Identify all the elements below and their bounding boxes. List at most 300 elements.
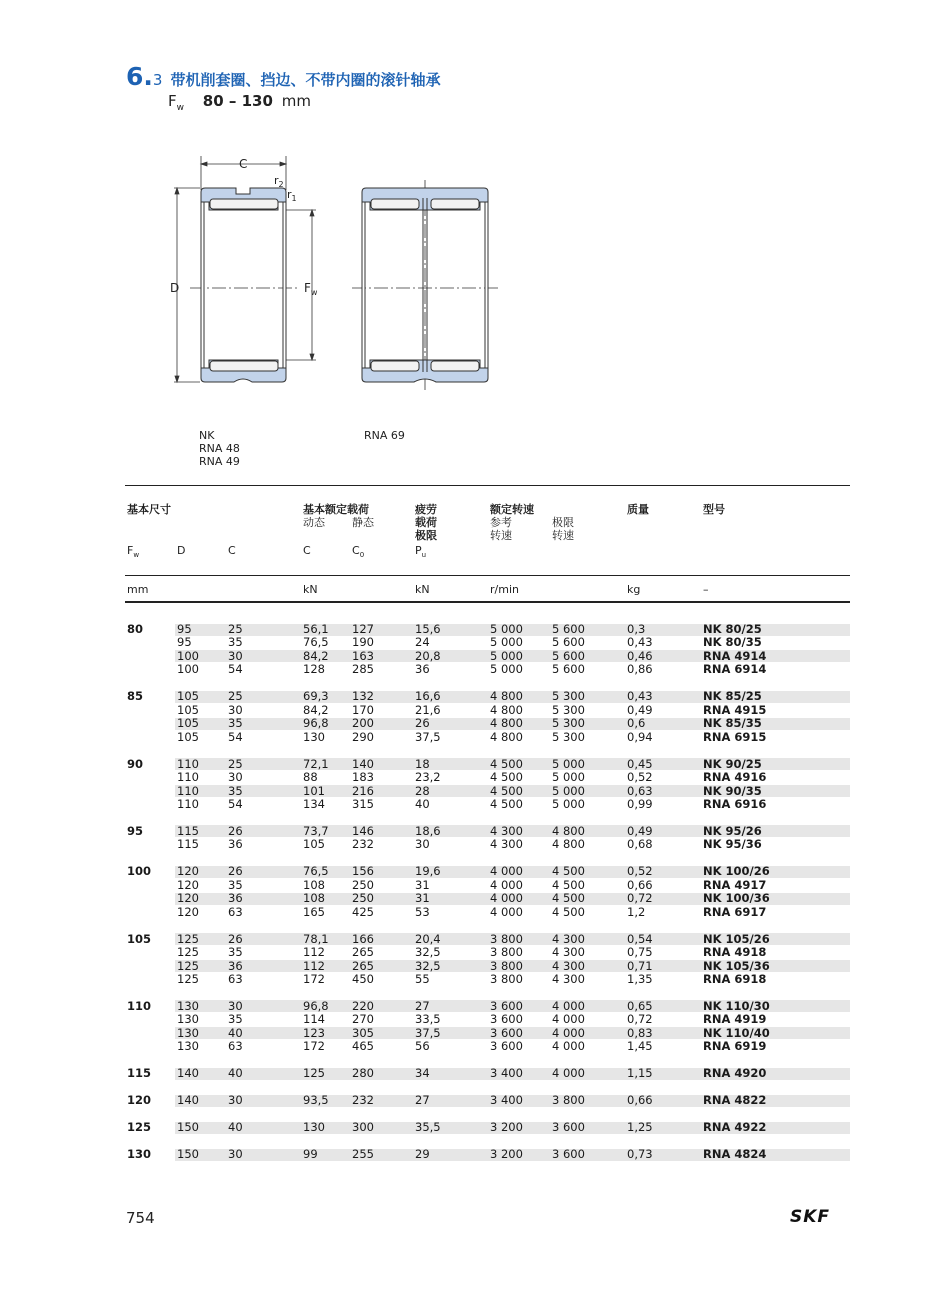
dynamic-load-cell: 112 [303, 958, 325, 973]
c-cell: 26 [228, 864, 243, 879]
c-cell: 54 [228, 729, 243, 744]
designation-cell: NK 100/26 [703, 864, 770, 879]
d-cell: 130 [177, 1039, 199, 1054]
limiting-speed-cell: 4 000 [552, 998, 585, 1013]
unit-rpm: r/min [490, 583, 519, 596]
limiting-speed-cell: 5 300 [552, 702, 585, 717]
c-cell: 63 [228, 971, 243, 986]
reference-speed-cell: 3 800 [490, 945, 523, 960]
designation-cell: RNA 4918 [703, 945, 767, 960]
caption-line: RNA 48 [199, 442, 240, 455]
label-r2: $r_2$ [274, 174, 284, 189]
c-cell: 25 [228, 756, 243, 771]
group-bore-diameter: 125 [127, 1120, 152, 1135]
bearing-cross-section-drawing [160, 150, 520, 400]
fatigue-load-cell: 37,5 [415, 1025, 441, 1040]
static-load-cell: 425 [352, 904, 374, 919]
limiting-speed-cell: 5 600 [552, 648, 585, 663]
dynamic-load-cell: 134 [303, 796, 325, 811]
static-load-cell: 465 [352, 1039, 374, 1054]
limiting-speed-cell: 5 600 [552, 622, 585, 636]
unit-kn-fatigue: kN [415, 583, 430, 596]
group-bore-diameter: 95 [127, 823, 144, 838]
static-load-cell: 280 [352, 1066, 374, 1081]
mass-cell: 0,71 [627, 958, 653, 973]
static-load-cell: 146 [352, 823, 374, 838]
limiting-speed-cell: 4 500 [552, 904, 585, 919]
d-cell: 130 [177, 1025, 199, 1040]
designation-cell: NK 80/35 [703, 635, 762, 650]
c-cell: 63 [228, 1039, 243, 1054]
static-load-cell: 166 [352, 931, 374, 946]
limiting-speed-cell: 4 300 [552, 945, 585, 960]
caption-left [199, 429, 240, 468]
dynamic-load-cell: 78,1 [303, 931, 329, 946]
reference-speed-cell: 4 500 [490, 783, 523, 798]
c-cell: 25 [228, 689, 243, 704]
limiting-speed-cell: 4 800 [552, 823, 585, 838]
fatigue-load-cell: 21,6 [415, 702, 441, 717]
designation-cell: RNA 6915 [703, 729, 767, 744]
group-bore-diameter: 110 [127, 998, 152, 1013]
designation-cell: RNA 4919 [703, 1012, 767, 1027]
mass-cell: 0,94 [627, 729, 653, 744]
designation-cell: RNA 6914 [703, 662, 767, 677]
fatigue-load-cell: 23,2 [415, 770, 441, 785]
limiting-speed-cell: 5 000 [552, 756, 585, 771]
reference-speed-cell: 3 200 [490, 1120, 523, 1135]
limiting-speed-cell: 4 500 [552, 864, 585, 879]
static-load-cell: 270 [352, 1012, 374, 1027]
static-load-cell: 265 [352, 958, 374, 973]
c-cell: 25 [228, 622, 243, 636]
static-load-cell: 232 [352, 837, 374, 852]
reference-speed-cell: 4 500 [490, 796, 523, 811]
group-bore-diameter: 130 [127, 1147, 152, 1162]
fatigue-load-cell: 18 [415, 756, 430, 771]
mass-cell: 0,66 [627, 877, 653, 892]
label-d: D [170, 281, 180, 295]
limiting-speed-cell: 5 000 [552, 770, 585, 785]
dynamic-load-cell: 108 [303, 891, 325, 906]
mass-cell: 0,72 [627, 891, 653, 906]
d-cell: 105 [177, 689, 199, 704]
static-load-cell: 140 [352, 756, 374, 771]
fatigue-load-cell: 55 [415, 971, 430, 986]
header-dynamic: 动态 [303, 516, 325, 529]
d-cell: 120 [177, 877, 199, 892]
limiting-speed-cell: 5 600 [552, 662, 585, 677]
range-value: 80 – 130 [202, 92, 273, 110]
group-bore-diameter: 120 [127, 1093, 152, 1108]
designation-cell: RNA 6917 [703, 904, 767, 919]
c-cell: 35 [228, 783, 243, 798]
limiting-speed-cell: 4 000 [552, 1012, 585, 1027]
header-lim-1: 极限 [552, 516, 574, 529]
static-load-cell: 300 [352, 1120, 374, 1135]
unit-designation: – [703, 583, 709, 596]
reference-speed-cell: 4 000 [490, 891, 523, 906]
header-load-ratings: 基本额定载荷 [303, 503, 369, 516]
symbol-fw: $F_w$ [127, 544, 140, 560]
nk-bearing-section [201, 188, 286, 382]
static-load-cell: 285 [352, 662, 374, 677]
static-load-cell: 190 [352, 635, 374, 650]
fatigue-load-cell: 15,6 [415, 622, 441, 636]
mass-cell: 0,49 [627, 823, 653, 838]
limiting-speed-cell: 4 000 [552, 1025, 585, 1040]
limiting-speed-cell: 3 800 [552, 1093, 585, 1108]
fatigue-load-cell: 31 [415, 891, 430, 906]
c-cell: 26 [228, 931, 243, 946]
reference-speed-cell: 4 300 [490, 823, 523, 838]
group-bore-diameter: 115 [127, 1066, 152, 1081]
reference-speed-cell: 3 600 [490, 1039, 523, 1054]
designation-cell: NK 105/36 [703, 958, 770, 973]
fatigue-load-cell: 36 [415, 662, 430, 677]
reference-speed-cell: 3 800 [490, 931, 523, 946]
reference-speed-cell: 3 400 [490, 1093, 523, 1108]
reference-speed-cell: 5 000 [490, 662, 523, 677]
c-cell: 40 [228, 1120, 243, 1135]
dynamic-load-cell: 99 [303, 1147, 318, 1162]
header-fatigue-2: 载荷 [415, 516, 437, 529]
dynamic-load-cell: 84,2 [303, 648, 329, 663]
static-load-cell: 156 [352, 864, 374, 879]
static-load-cell: 220 [352, 998, 374, 1013]
reference-speed-cell: 5 000 [490, 648, 523, 663]
fatigue-load-cell: 16,6 [415, 689, 441, 704]
dynamic-load-cell: 73,7 [303, 823, 329, 838]
mass-cell: 0,43 [627, 635, 653, 650]
designation-cell: NK 110/30 [703, 998, 770, 1013]
mass-cell: 0,52 [627, 864, 653, 879]
d-cell: 125 [177, 958, 199, 973]
symbol-c-dynamic: C [303, 544, 311, 557]
header-speed: 额定转速 [490, 503, 534, 516]
static-load-cell: 315 [352, 796, 374, 811]
c-cell: 36 [228, 891, 243, 906]
page-number: 754 [126, 1209, 155, 1227]
unit-kn-load: kN [303, 583, 318, 596]
static-load-cell: 163 [352, 648, 374, 663]
designation-cell: NK 90/25 [703, 756, 762, 771]
mass-cell: 0,63 [627, 783, 653, 798]
designation-cell: NK 80/25 [703, 622, 762, 636]
header-fatigue-3: 极限 [415, 529, 437, 542]
reference-speed-cell: 3 600 [490, 1012, 523, 1027]
mass-cell: 0,54 [627, 931, 653, 946]
symbol-c: C [228, 544, 236, 557]
designation-cell: NK 105/26 [703, 931, 770, 946]
static-load-cell: 183 [352, 770, 374, 785]
designation-cell: NK 95/36 [703, 837, 762, 852]
dynamic-load-cell: 84,2 [303, 702, 329, 717]
mass-cell: 1,35 [627, 971, 653, 986]
dynamic-load-cell: 130 [303, 1120, 325, 1135]
symbol-d: D [177, 544, 186, 557]
fatigue-load-cell: 40 [415, 796, 430, 811]
skf-logo: SKF [790, 1207, 831, 1227]
static-load-cell: 450 [352, 971, 374, 986]
fatigue-load-cell: 26 [415, 716, 430, 731]
designation-cell: NK 110/40 [703, 1025, 770, 1040]
static-load-cell: 255 [352, 1147, 374, 1162]
c-cell: 30 [228, 702, 243, 717]
d-cell: 110 [177, 783, 199, 798]
reference-speed-cell: 3 200 [490, 1147, 523, 1162]
dynamic-load-cell: 172 [303, 1039, 325, 1054]
fatigue-load-cell: 53 [415, 904, 430, 919]
d-cell: 125 [177, 931, 199, 946]
fatigue-load-cell: 28 [415, 783, 430, 798]
designation-cell: RNA 6919 [703, 1039, 767, 1054]
c-cell: 35 [228, 945, 243, 960]
dynamic-load-cell: 172 [303, 971, 325, 986]
static-load-cell: 265 [352, 945, 374, 960]
dynamic-load-cell: 130 [303, 729, 325, 744]
dynamic-load-cell: 72,1 [303, 756, 329, 771]
designation-cell: RNA 6916 [703, 796, 767, 811]
designation-cell: RNA 4920 [703, 1066, 767, 1081]
dynamic-load-cell: 96,8 [303, 998, 329, 1013]
designation-cell: NK 85/35 [703, 716, 762, 731]
fatigue-load-cell: 32,5 [415, 958, 441, 973]
d-cell: 120 [177, 891, 199, 906]
fw-symbol: $F_w$ [168, 92, 185, 113]
group-bore-diameter: 105 [127, 931, 152, 946]
designation-cell: RNA 4914 [703, 648, 767, 663]
symbol-c0: $C_0$ [352, 544, 365, 560]
fatigue-load-cell: 37,5 [415, 729, 441, 744]
d-cell: 150 [177, 1147, 199, 1162]
d-cell: 110 [177, 796, 199, 811]
designation-cell: RNA 4917 [703, 877, 767, 892]
d-cell: 105 [177, 729, 199, 744]
reference-speed-cell: 4 500 [490, 756, 523, 771]
static-load-cell: 250 [352, 891, 374, 906]
label-c: C [239, 157, 248, 171]
mass-cell: 0,66 [627, 1093, 653, 1108]
dynamic-load-cell: 165 [303, 904, 325, 919]
designation-cell: NK 95/26 [703, 823, 762, 838]
fatigue-load-cell: 18,6 [415, 823, 441, 838]
header-mass: 质量 [627, 503, 649, 516]
fatigue-load-cell: 33,5 [415, 1012, 441, 1027]
symbol-pu: $P_u$ [415, 544, 427, 560]
mass-cell: 0,43 [627, 689, 653, 704]
unit-mm: mm [127, 583, 149, 596]
section-title-block [126, 62, 441, 113]
mass-cell: 0,45 [627, 756, 653, 771]
reference-speed-cell: 4 000 [490, 877, 523, 892]
label-r1: $r_1$ [287, 188, 297, 203]
limiting-speed-cell: 4 800 [552, 837, 585, 852]
mass-cell: 0,68 [627, 837, 653, 852]
d-cell: 130 [177, 1012, 199, 1027]
c-cell: 26 [228, 823, 243, 838]
d-cell: 100 [177, 648, 199, 663]
dynamic-load-cell: 108 [303, 877, 325, 892]
group-bore-diameter: 85 [127, 689, 144, 704]
dynamic-load-cell: 123 [303, 1025, 325, 1040]
d-cell: 110 [177, 756, 199, 771]
limiting-speed-cell: 4 500 [552, 891, 585, 906]
fatigue-load-cell: 27 [415, 998, 430, 1013]
table-top-rule [125, 485, 850, 486]
limiting-speed-cell: 3 600 [552, 1120, 585, 1135]
mass-cell: 0,72 [627, 1012, 653, 1027]
section-heading: 带机削套圈、挡边、不带内圈的滚针轴承 [170, 71, 441, 89]
designation-cell: RNA 4922 [703, 1120, 767, 1135]
limiting-speed-cell: 4 300 [552, 931, 585, 946]
limiting-speed-cell: 4 500 [552, 877, 585, 892]
header-basic-dims: 基本尺寸 [127, 503, 171, 516]
d-cell: 95 [177, 635, 192, 650]
dynamic-load-cell: 101 [303, 783, 325, 798]
limiting-speed-cell: 5 000 [552, 783, 585, 798]
fatigue-load-cell: 19,6 [415, 864, 441, 879]
limiting-speed-cell: 5 300 [552, 689, 585, 704]
reference-speed-cell: 3 400 [490, 1066, 523, 1081]
mass-cell: 1,2 [627, 904, 646, 919]
reference-speed-cell: 5 000 [490, 622, 523, 636]
c-cell: 36 [228, 837, 243, 852]
limiting-speed-cell: 4 300 [552, 958, 585, 973]
fatigue-load-cell: 34 [415, 1066, 430, 1081]
d-cell: 130 [177, 998, 199, 1013]
units-top-rule [125, 575, 850, 576]
header-fatigue-1: 疲劳 [415, 503, 437, 516]
designation-cell: RNA 4915 [703, 702, 767, 717]
dynamic-load-cell: 96,8 [303, 716, 329, 731]
unit-kg: kg [627, 583, 641, 596]
header-static: 静态 [352, 516, 374, 529]
c-cell: 30 [228, 648, 243, 663]
dynamic-load-cell: 93,5 [303, 1093, 329, 1108]
c-cell: 54 [228, 662, 243, 677]
fatigue-load-cell: 29 [415, 1147, 430, 1162]
reference-speed-cell: 4 800 [490, 729, 523, 744]
limiting-speed-cell: 5 000 [552, 796, 585, 811]
reference-speed-cell: 5 000 [490, 635, 523, 650]
designation-cell: NK 90/35 [703, 783, 762, 798]
fatigue-load-cell: 32,5 [415, 945, 441, 960]
dynamic-load-cell: 56,1 [303, 622, 329, 636]
fatigue-load-cell: 30 [415, 837, 430, 852]
section-title [126, 62, 440, 91]
c-cell: 35 [228, 1012, 243, 1027]
d-cell: 140 [177, 1066, 199, 1081]
mass-cell: 0,52 [627, 770, 653, 785]
d-cell: 115 [177, 837, 199, 852]
limiting-speed-cell: 5 300 [552, 716, 585, 731]
reference-speed-cell: 4 800 [490, 716, 523, 731]
c-cell: 35 [228, 716, 243, 731]
mass-cell: 0,3 [627, 622, 646, 636]
dynamic-load-cell: 125 [303, 1066, 325, 1081]
group-bore-diameter: 80 [127, 622, 144, 636]
c-cell: 30 [228, 770, 243, 785]
reference-speed-cell: 4 800 [490, 689, 523, 704]
limiting-speed-cell: 5 600 [552, 635, 585, 650]
mass-cell: 0,86 [627, 662, 653, 677]
c-cell: 30 [228, 1093, 243, 1108]
c-cell: 63 [228, 904, 243, 919]
header-designation: 型号 [703, 503, 725, 516]
designation-cell: RNA 4824 [703, 1147, 767, 1162]
d-cell: 105 [177, 702, 199, 717]
static-load-cell: 200 [352, 716, 374, 731]
header-lim-2: 转速 [552, 529, 574, 542]
d-cell: 120 [177, 904, 199, 919]
d-cell: 125 [177, 945, 199, 960]
mass-cell: 1,15 [627, 1066, 653, 1081]
limiting-speed-cell: 5 300 [552, 729, 585, 744]
reference-speed-cell: 3 800 [490, 958, 523, 973]
reference-speed-cell: 3 800 [490, 971, 523, 986]
c-cell: 35 [228, 877, 243, 892]
d-cell: 110 [177, 770, 199, 785]
mass-cell: 1,25 [627, 1120, 653, 1135]
caption-line: RNA 69 [364, 429, 405, 442]
static-load-cell: 216 [352, 783, 374, 798]
dynamic-load-cell: 114 [303, 1012, 325, 1027]
static-load-cell: 232 [352, 1093, 374, 1108]
fatigue-load-cell: 35,5 [415, 1120, 441, 1135]
reference-speed-cell: 4 300 [490, 837, 523, 852]
dynamic-load-cell: 88 [303, 770, 318, 785]
caption-line: RNA 49 [199, 455, 240, 468]
d-cell: 95 [177, 622, 192, 636]
group-bore-diameter: 100 [127, 864, 152, 879]
units-bottom-rule [125, 601, 850, 603]
d-cell: 115 [177, 823, 199, 838]
dynamic-load-cell: 69,3 [303, 689, 329, 704]
limiting-speed-cell: 3 600 [552, 1147, 585, 1162]
caption-right [364, 429, 405, 442]
c-cell: 36 [228, 958, 243, 973]
designation-cell: RNA 6918 [703, 971, 767, 986]
limiting-speed-cell: 4 000 [552, 1039, 585, 1054]
static-load-cell: 132 [352, 689, 374, 704]
c-cell: 40 [228, 1025, 243, 1040]
mass-cell: 0,75 [627, 945, 653, 960]
reference-speed-cell: 4 500 [490, 770, 523, 785]
label-fw: $F_w$ [304, 281, 318, 297]
d-cell: 140 [177, 1093, 199, 1108]
mass-cell: 0,46 [627, 648, 653, 663]
fatigue-load-cell: 20,8 [415, 648, 441, 663]
mass-cell: 0,49 [627, 702, 653, 717]
limiting-speed-cell: 4 000 [552, 1066, 585, 1081]
mass-cell: 0,6 [627, 716, 646, 731]
designation-cell: NK 85/25 [703, 689, 762, 704]
dynamic-load-cell: 105 [303, 837, 325, 852]
mass-cell: 0,99 [627, 796, 653, 811]
reference-speed-cell: 4 000 [490, 904, 523, 919]
limiting-speed-cell: 4 300 [552, 971, 585, 986]
section-number: 6. [126, 62, 153, 91]
dynamic-load-cell: 112 [303, 945, 325, 960]
static-load-cell: 170 [352, 702, 374, 717]
c-cell: 54 [228, 796, 243, 811]
mass-cell: 0,73 [627, 1147, 653, 1162]
dynamic-load-cell: 128 [303, 662, 325, 677]
fatigue-load-cell: 31 [415, 877, 430, 892]
designation-cell: RNA 4822 [703, 1093, 767, 1108]
caption-line: NK [199, 429, 215, 442]
